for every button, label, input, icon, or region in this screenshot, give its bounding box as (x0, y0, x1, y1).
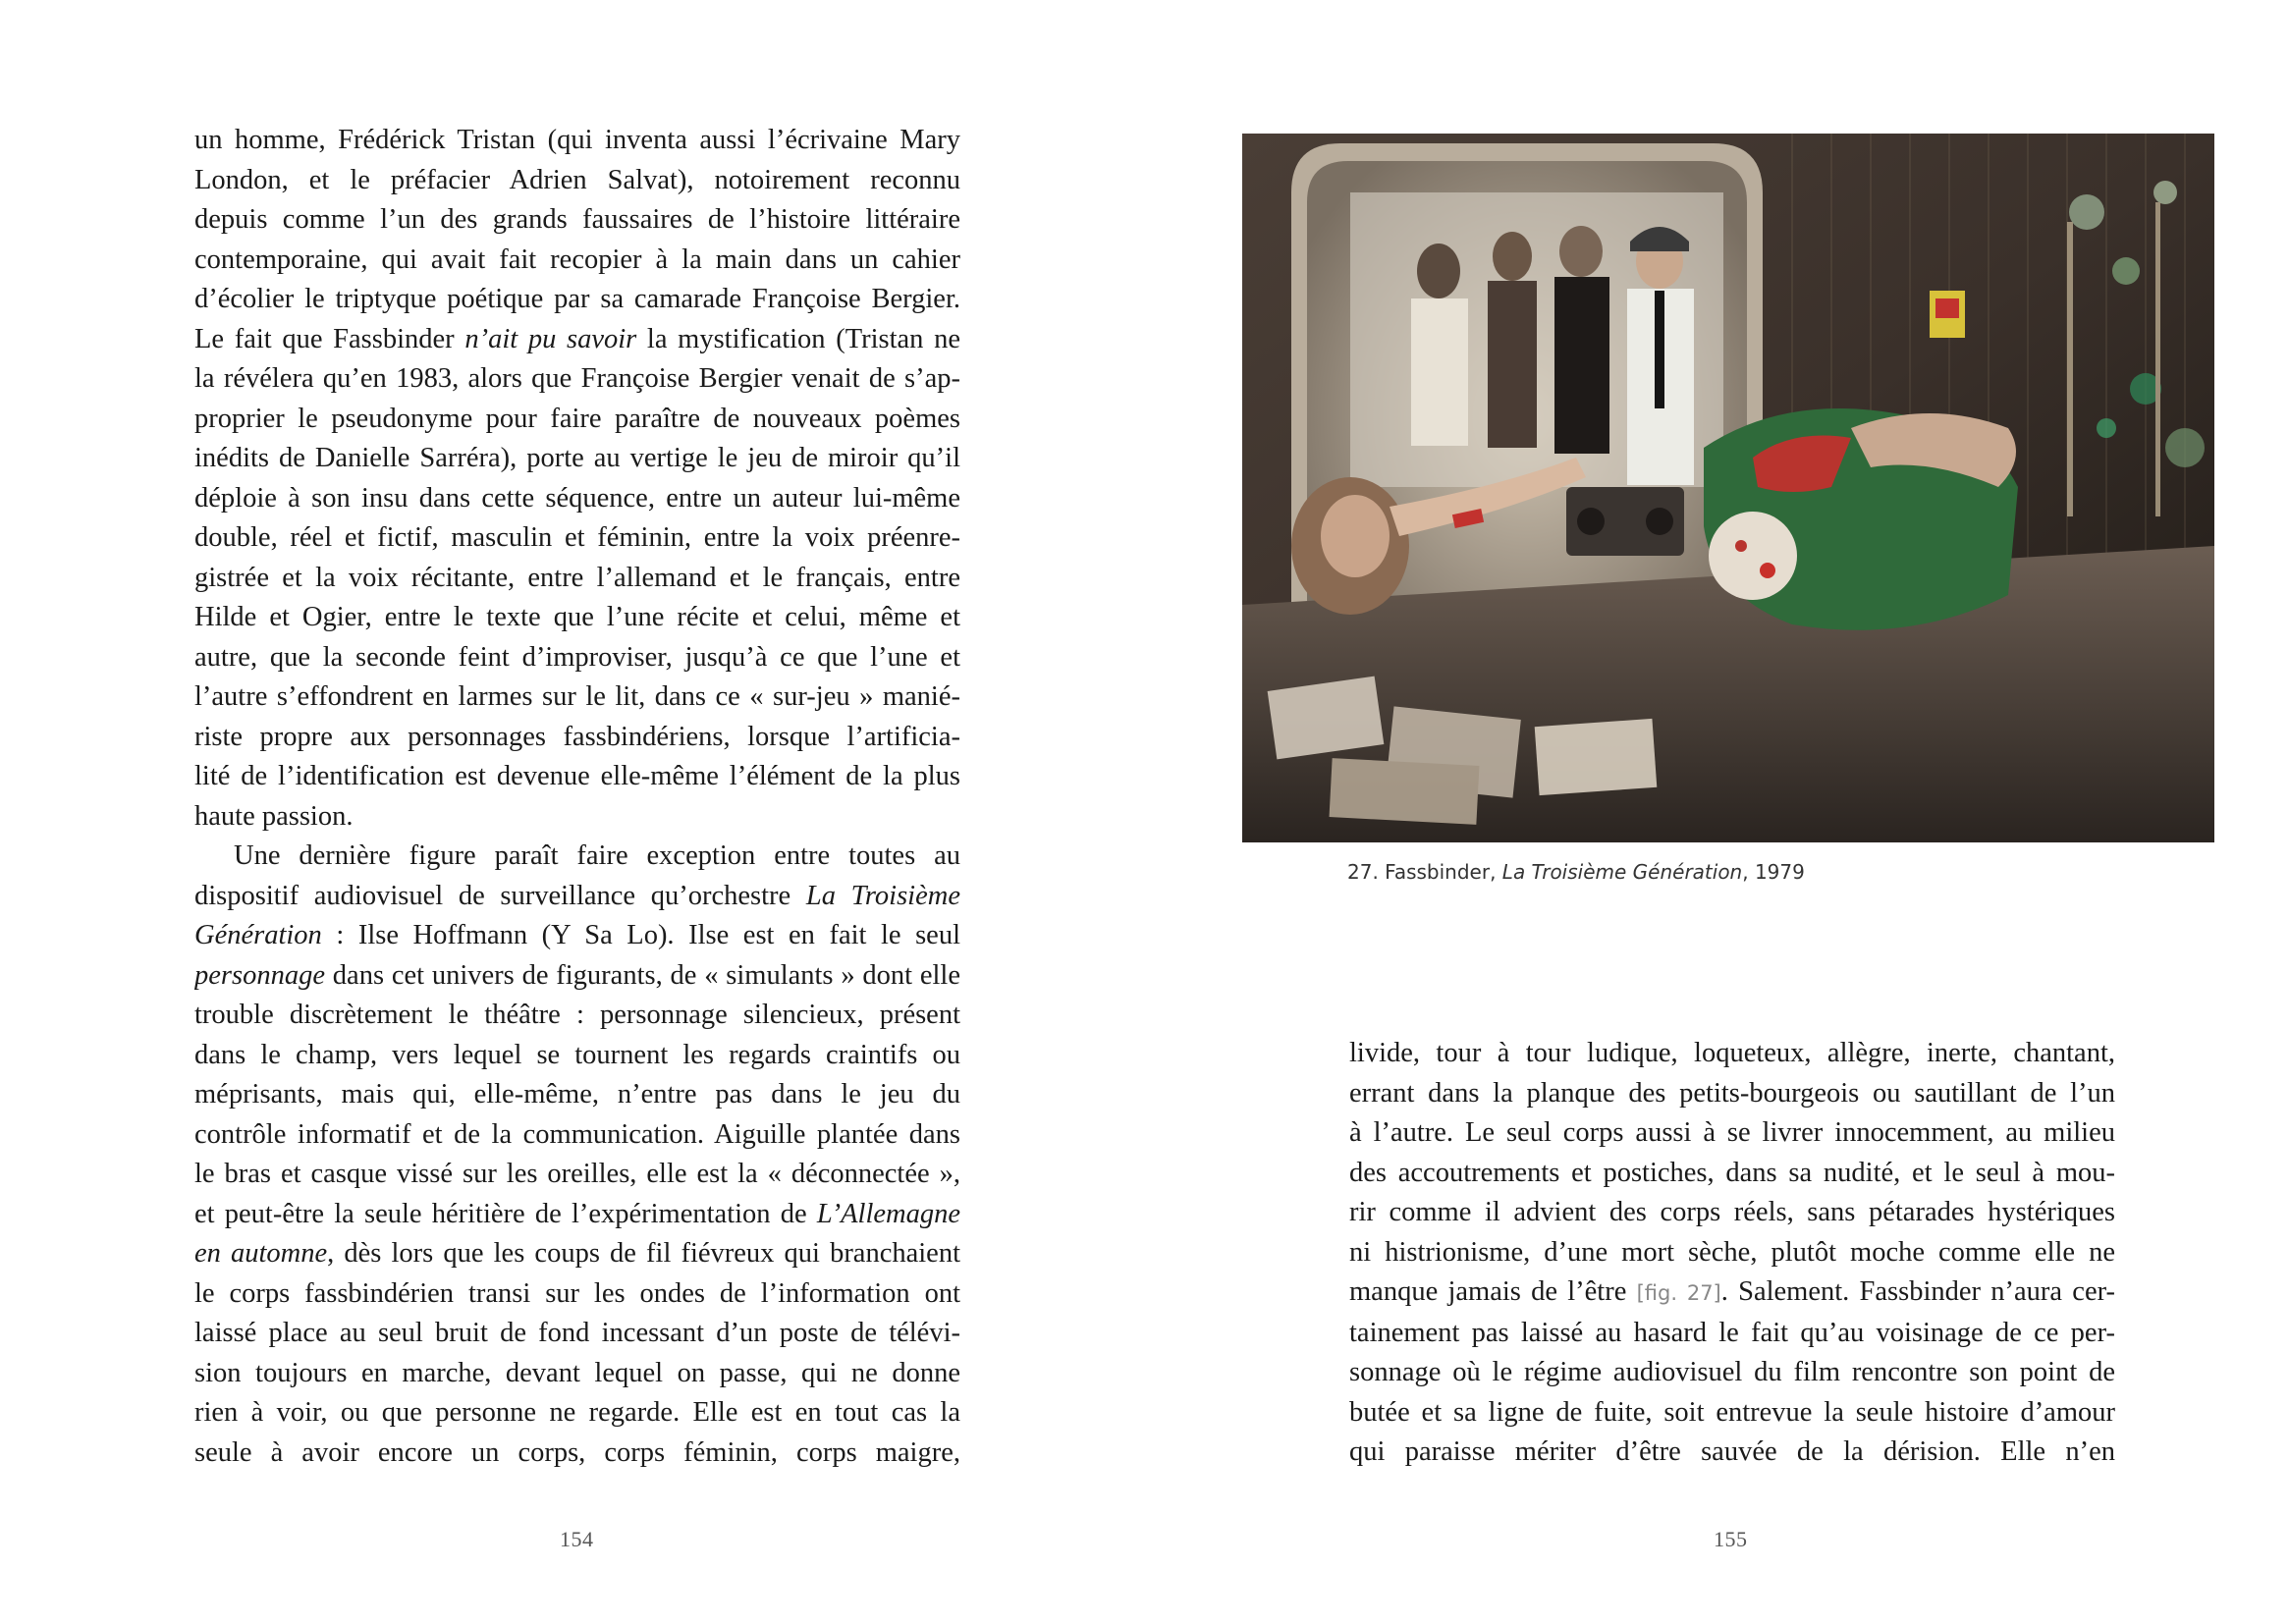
text-line: proprier le pseudonyme pour faire paraître de nouveaux poèmes (194, 403, 960, 434)
text-line: le bras et casque vissé sur les oreilles, elle est la « déconnectée », (194, 1159, 960, 1189)
text-line: livide, tour à tour ludique, loqueteux, allègre, inerte, chantant, (1349, 1038, 2115, 1068)
italic-text: L’Allemagne (816, 1198, 960, 1229)
right-page-number: 155 (1714, 1527, 1748, 1551)
text-line: dispositif audiovisuel de surveillance qu’orchestre La Troisième (194, 880, 960, 911)
italic-text: en automne (194, 1238, 328, 1269)
text-line: le corps fassbindérien transi sur les ondes de l’information ont (194, 1277, 960, 1309)
text-line: dans le champ, vers lequel se tournent les regards craintifs ou (194, 1039, 960, 1070)
text-line: manque jamais de l’être [fig. 27]. Salement. Fassbinder n’aura cer- (1349, 1276, 2115, 1307)
text-line: Le fait que Fassbinder n’ait pu savoir la mystification (Tristan ne (194, 323, 960, 354)
text-line: sonnage où le régime audiovisuel du film rencontre son point de (1349, 1357, 2115, 1387)
text-line: inédits de Danielle Sarréra), porte au vertige le jeu de miroir qu’il (194, 443, 960, 473)
text-line: errant dans la planque des petits-bourgeois ou sautillant de l’un (1349, 1077, 2115, 1109)
text-line: seule à avoir encore un corps, corps féminin, corps maigre, (194, 1436, 960, 1468)
text-line: trouble discrètement le théâtre : personnage silencieux, présent (194, 1000, 960, 1030)
text-line: la révélera qu’en 1983, alors que Françoise Bergier venait de s’ap- (194, 363, 960, 394)
text-line: méprisants, mais qui, elle-même, n’entre pas dans le jeu du (194, 1079, 960, 1110)
right-page-body-text (1349, 1034, 2115, 1473)
text-line: et peut-être la seule héritière de l’expérimentation de L’Allemagne (194, 1198, 960, 1229)
text-line: tainement pas laissé au hasard le fait qu’au voisinage de ce per- (1349, 1317, 2115, 1348)
left-page (0, 0, 1144, 1624)
text-line: butée et sa ligne de fuite, soit entrevue la seule histoire d’amour (1349, 1396, 2115, 1428)
text-line: à l’autre. Le seul corps aussi à se livrer innocemment, au milieu (1349, 1117, 2115, 1148)
film-still-figure (1242, 134, 2214, 842)
text-line: rir comme il advient des corps réels, sans pétarades hystériques (1349, 1197, 2115, 1227)
text-line: Génération : Ilse Hoffmann (Y Sa Lo). Ilse est en fait le seul (194, 920, 960, 950)
text-line: double, réel et fictif, masculin et féminin, entre la voix préenre- (194, 522, 960, 553)
text-line: gistrée et la voix récitante, entre l’allemand et le français, entre (194, 562, 960, 593)
text-line: l’autre s’effondrent en larmes sur le lit, dans ce « sur-jeu » manié- (194, 681, 960, 712)
text-line: ni histrionisme, d’une mort sèche, plutôt moche comme elle ne (1349, 1236, 2115, 1268)
text-line: des accoutrements et postiches, dans sa nudité, et le seul à mou- (1349, 1157, 2115, 1188)
text-line: Une dernière figure paraît faire exception entre toutes au (234, 840, 960, 871)
text-line: contemporaine, qui avait fait recopier à la main dans un cahier (194, 244, 960, 275)
text-line: sion toujours en marche, devant lequel on passe, qui ne donne (194, 1357, 960, 1388)
text-line: riste propre aux personnages fassbindériens, lorsque l’artificia- (194, 721, 960, 752)
left-page-body-text (194, 121, 960, 1473)
caption-prefix: 27. Fassbinder, (1347, 860, 1502, 884)
italic-text: La Troisième (805, 880, 960, 911)
text-line: un homme, Frédérick Tristan (qui inventa aussi l’écrivaine Mary (194, 125, 960, 155)
text-line: déploie à son insu dans cette séquence, entre un auteur lui-même (194, 482, 960, 514)
text-line: Hilde et Ogier, entre le texte que l’une récite et celui, même et (194, 602, 960, 632)
right-page (1144, 0, 2289, 1624)
text-line: d’écolier le triptyque poétique par sa camarade Françoise Bergier. (194, 284, 960, 314)
figure-caption (1347, 860, 1805, 884)
italic-text: n’ait pu savoir (464, 323, 637, 354)
text-line: rien à voir, ou que personne ne regarde. Elle est en tout cas la (194, 1397, 960, 1428)
text-line: haute passion. (194, 800, 354, 832)
left-page-number: 154 (560, 1527, 594, 1551)
text-line: autre, que la seconde feint d’improviser, jusqu’à ce que l’une et (194, 641, 960, 673)
film-still-image (1242, 134, 2214, 842)
italic-text: personnage (194, 959, 325, 991)
italic-text: Génération (194, 920, 322, 950)
text-line: London, et le préfacier Adrien Salvat), notoirement reconnu (194, 164, 960, 195)
caption-film-title: La Troisième Génération (1501, 860, 1743, 884)
text-line: personnage dans cet univers de figurants, de « simulants » dont elle (194, 959, 960, 991)
text-line: depuis comme l’un des grands faussaires de l’histoire littéraire (194, 204, 960, 235)
text-line: contrôle informatif et de la communication. Aiguille plantée dans (194, 1118, 960, 1150)
caption-suffix: , 1979 (1742, 860, 1805, 884)
figure-reference[interactable]: [fig. 27] (1636, 1281, 1721, 1305)
text-line: qui paraisse mériter d’être sauvée de la dérision. Elle n’en (1349, 1436, 2115, 1467)
text-line: lité de l’identification est devenue elle-même l’élément de la plus (194, 761, 960, 791)
text-line: laissé place au seul bruit de fond incessant d’un poste de télévi- (194, 1318, 960, 1348)
text-line: en automne, dès lors que les coups de fil fiévreux qui branchaient (194, 1238, 960, 1269)
